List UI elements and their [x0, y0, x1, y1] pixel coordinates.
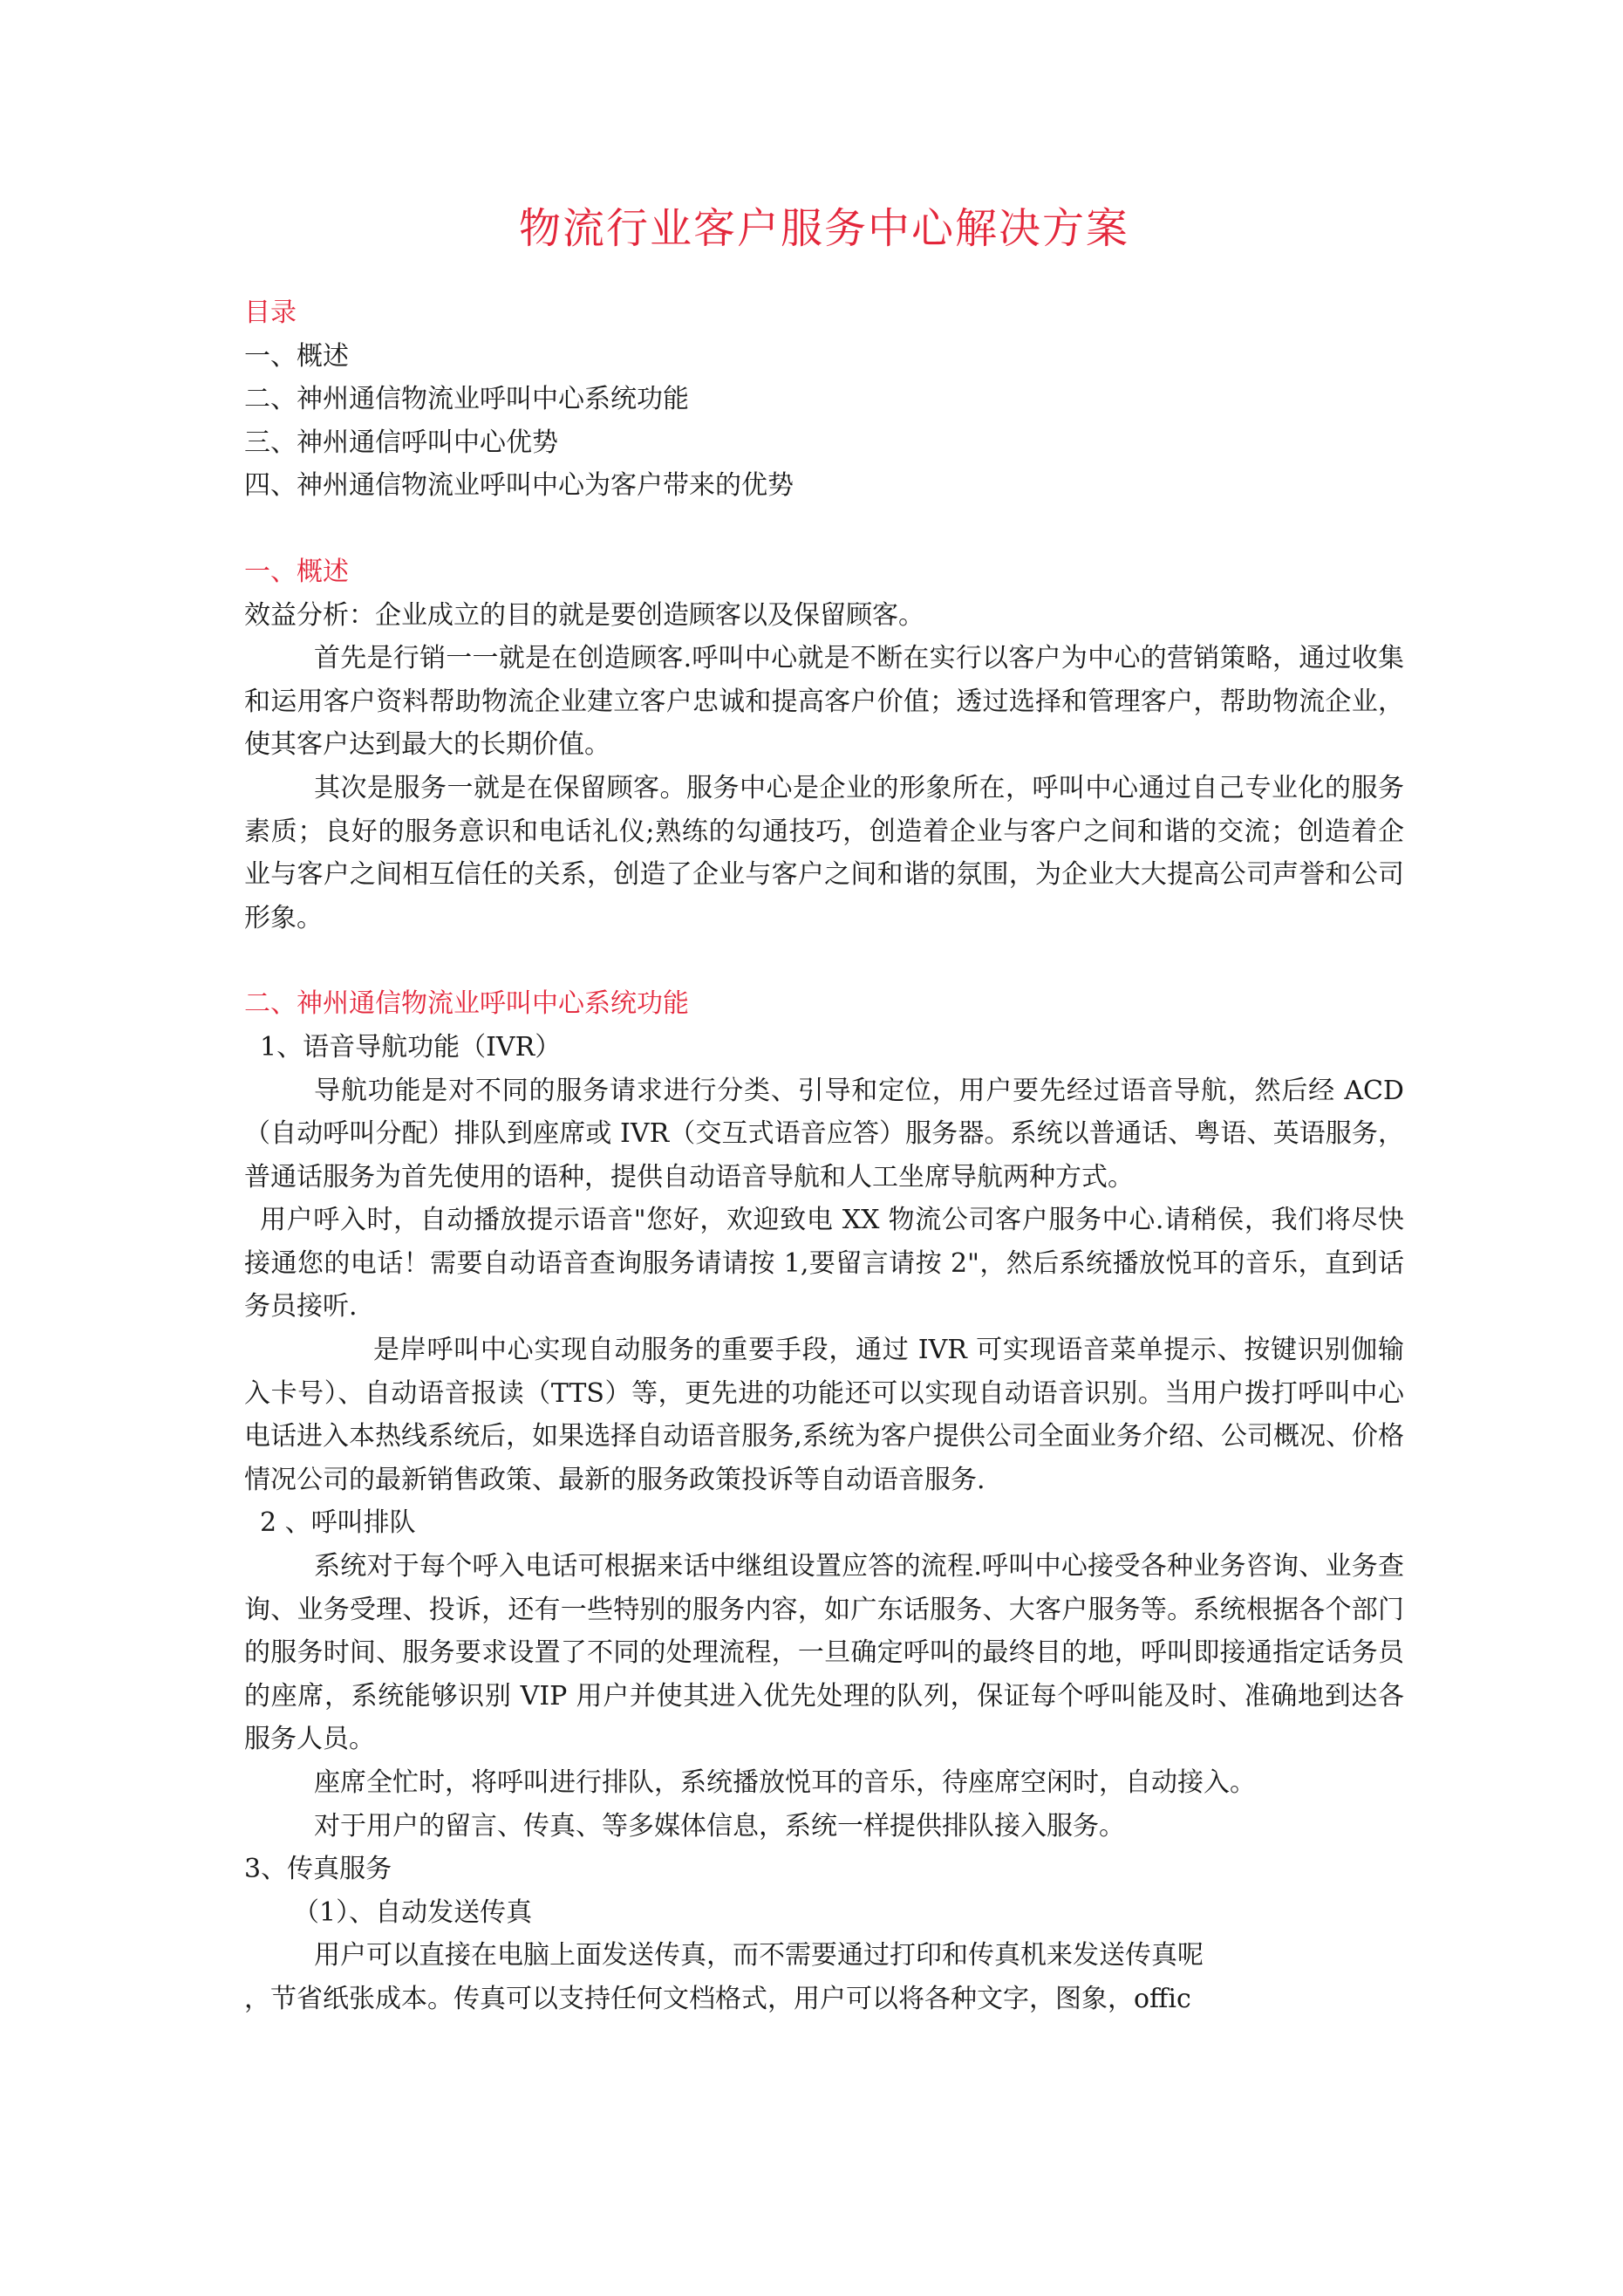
section-system-functions: [244, 982, 1404, 2020]
paragraph-line: ，节省纸张成本。传真可以支持任何文档格式，用户可以将各种文字，图象，offic: [244, 1983, 1191, 2014]
paragraph: 效益分析：企业成立的目的就是要创造顾客以及保留顾客。: [244, 599, 924, 631]
table-of-contents: [244, 291, 1404, 508]
paragraph-line: 用户可以直接在电脑上面发送传真，而不需要通过打印和传真机来发送传真呢: [314, 1940, 1204, 1971]
paragraph: 座席全忙时，将呼叫进行排队，系统播放悦耳的音乐，待座席空闲时，自动接入。: [314, 1767, 1256, 1798]
paragraph: 其次是服务一就是在保留顾客。服务中心是企业的形象所在，呼叫中心通过自己专业化的服务素质；良好的服务意识和电话礼仪;熟练的勾通技巧，创造着企业与客户之间和谐的交流；创造着企业与客户之间相互信任的关系，创造了企业与客户之间和谐的氛围，为企业大大提高公司声誉和公司形象。: [244, 772, 1404, 933]
subsection-heading: 2 、呼叫排队: [260, 1507, 416, 1539]
spacer: [244, 940, 1404, 982]
paragraph: 是岸呼叫中心实现自动服务的重要手段，通过 IVR 可实现语音菜单提示、按键识别伽输入卡号）、自动语音报读（TTS）等，更先进的功能还可以实现自动语音识别。当用户拨打呼叫中心电话进入本热线系统后，如果选择自动语音服务,系统为客户提供公司全面业务介绍、公司概况、价格情况公司的最新销售政策、最新的服务政策投诉等自动语音服务.: [244, 1335, 1404, 1495]
toc-item: 四、神州通信物流业呼叫中心为客户带来的优势: [244, 470, 794, 502]
section-heading: 一、概述: [244, 556, 349, 587]
toc-heading: 目录: [244, 297, 297, 328]
toc-item: 二、神州通信物流业呼叫中心系统功能: [244, 384, 689, 415]
document-title: 物流行业客户服务中心解决方案: [518, 204, 1129, 253]
document-page: [244, 201, 1404, 2021]
section-overview: [244, 550, 1404, 940]
list-item-heading: （1）、自动发送传真: [293, 1896, 533, 1928]
toc-item: 三、神州通信呼叫中心优势: [244, 427, 558, 458]
toc-item: 一、概述: [244, 340, 349, 372]
paragraph: 导航功能是对不同的服务请求进行分类、引导和定位，用户要先经过语音导航，然后经 ACD（自动呼叫分配）排队到座席或 IVR（交互式语音应答）服务器。系统以普通话、粤语、英语服务，普通话服务为首先使用的语种，提供自动语音导航和人工坐席导航两种方式。: [244, 1075, 1404, 1192]
section-heading: 二、神州通信物流业呼叫中心系统功能: [244, 988, 689, 1020]
spacer: [244, 508, 1404, 550]
subsection-heading: 1、语音导航功能（IVR）: [260, 1031, 562, 1063]
paragraph: 首先是行销一一就是在创造顾客.呼叫中心就是不断在实行以客户为中心的营销策略，通过收集和运用客户资料帮助物流企业建立客户忠诚和提高客户价值；透过选择和管理客户，帮助物流企业，使其客户达到最大的长期价值。: [244, 643, 1404, 761]
paragraph: 对于用户的留言、传真、等多媒体信息，系统一样提供排队接入服务。: [314, 1810, 1125, 1842]
paragraph: 用户呼入时，自动播放提示语音"您好，欢迎致电 XX 物流公司客户服务中心.请稍侯，我们将尽快接通您的电话！需要自动语音查询服务请请按 1,要留言请按 2"，然后系统播放悦耳的音乐，直到话务员接听.: [244, 1205, 1404, 1322]
paragraph: 系统对于每个呼入电话可根据来话中继组设置应答的流程.呼叫中心接受各种业务咨询、业务查询、业务受理、投诉，还有一些特别的服务内容，如广东话服务、大客户服务等。系统根据各个部门的服务时间、服务要求设置了不同的处理流程，一旦确定呼叫的最终目的地，呼叫即接通指定话务员的座席，系统能够识别 VIP 用户并使其进入优先处理的队列，保证每个呼叫能及时、准确地到达各服务人员。: [244, 1551, 1404, 1755]
subsection-heading: 3、传真服务: [244, 1854, 392, 1885]
